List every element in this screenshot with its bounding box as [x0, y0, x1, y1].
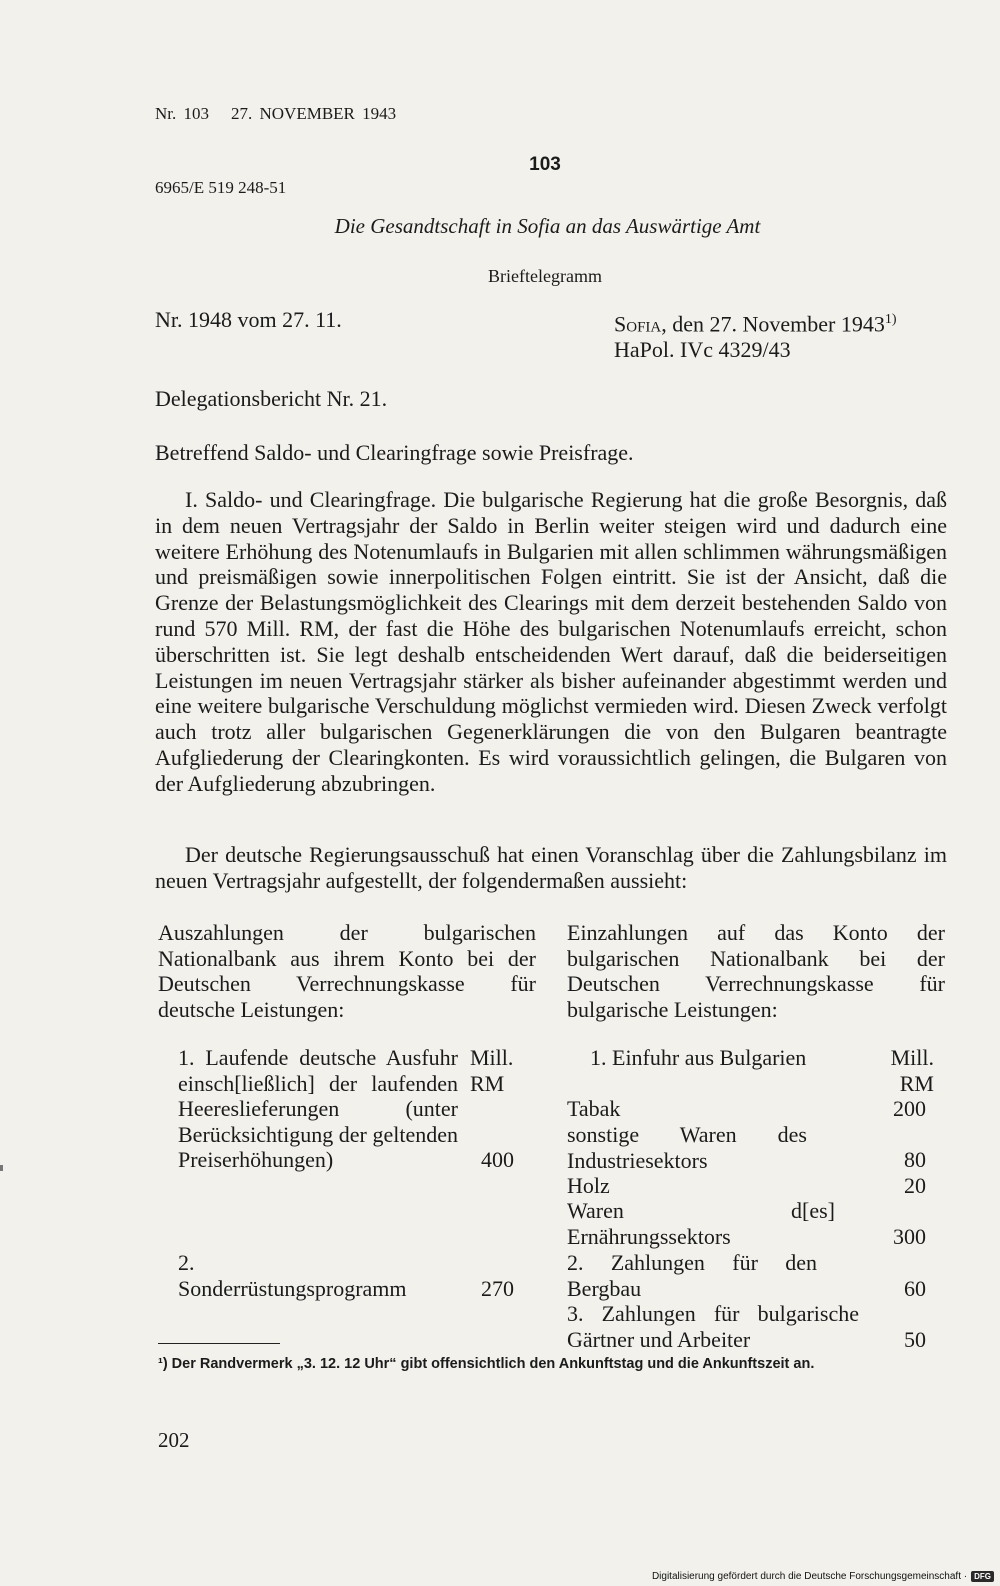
- left-unit: Mill. RM: [470, 1045, 514, 1096]
- right-item-gaertner: 3. Zahlungen für bulgarische Gärtner und Arbeiter: [567, 1301, 859, 1352]
- film-reference: 6965/E 519 248-51: [155, 178, 287, 197]
- left-item-2-text: 2. Sonderrüstungsprogramm: [178, 1250, 407, 1301]
- date-line: , den 27. November 1943: [661, 311, 885, 337]
- credit-text: Digitalisierung gefördert durch die Deutsche Forschungsgemeinschaft ·: [651, 1571, 968, 1582]
- document-heading: Die Gesandtschaft in Sofia an das Auswärtige Amt: [334, 214, 761, 238]
- telegram-number: Nr. 1948 vom 27. 11.: [155, 307, 342, 332]
- file-reference: HaPol. IVc 4329/43: [614, 337, 791, 363]
- dfg-logo-icon: DFG: [971, 1571, 994, 1582]
- paragraph-saldo: [155, 487, 947, 797]
- report-title: Delegationsbericht Nr. 21.: [155, 386, 388, 411]
- right-value-industrie: 80: [904, 1147, 926, 1172]
- place-date-block: [614, 307, 897, 363]
- right-value-holz: 20: [904, 1173, 926, 1198]
- paragraph-1-text: I. Saldo- und Clearingfrage. Die bulgarische Regierung hat die große Besorgnis, daß in dem neuen Vertragsjahr der Saldo in Berlin weiter steigen wird und dadurch eine weitere Erhöhung des Notenumlaufs in Bulgarien mit allen schlimmen währungsmäßigen und preismäßigen sowie innerpolitischen Folgen eintritt. Sie ist der Ansicht, daß die Grenze der Belastungsmöglichkeit des Clearings mit dem derzeit bestehenden Saldo von rund 570 Mill. RM, der fast die Höhe des bulgarischen Notenumlaufs erreicht, schon überschritten ist. Sie legt deshalb entscheidenden Wert darauf, daß die beiderseitigen Leistungen im neuen Vertragsjahr stärker als bisher aufeinander abgestimmt werden und eine weitere bulgarische Verschuldung möglichst vermieden wird. Diesen Zweck verfolgt auch trotz aller bulgarischen Gegenerklärungen die von den Bulgaren beantragte Aufgliederung der Clearingkonten. Es wird voraussichtlich gelingen, die Bulgaren von der Aufgliederung abzubringen.: [155, 487, 947, 796]
- margin-mark: [0, 1165, 3, 1171]
- subject-line: Betreffend Saldo- und Clearingfrage sowie Preisfrage.: [155, 440, 634, 465]
- right-item-tabak: Tabak: [567, 1096, 621, 1121]
- right-value-ernaehrung: 300: [893, 1224, 926, 1249]
- left-item-1-text: 1. Laufende deutsche Ausfuhr einsch[ließlich] der laufenden Heereslieferungen (unter Berücksichtigung der geltenden Preiserhöhungen): [178, 1045, 458, 1172]
- right-value-gaertner: 50: [904, 1327, 926, 1352]
- footnote-marker: 1): [884, 312, 897, 327]
- place-name: Sofia: [614, 311, 662, 337]
- digitization-credit: [652, 1571, 994, 1582]
- footnote-text: ¹) Der Randvermerk „3. 12. 12 Uhr“ gibt offensichtlich den Ankunftstag und die Ankunftszeit an.: [158, 1356, 815, 1372]
- paragraph-2-text: Der deutsche Regierungsausschuß hat einen Voranschlag über die Zahlungsbilanz im neuen Vertragsjahr aufgestellt, der folgendermaßen aussieht:: [155, 842, 947, 893]
- footnote-divider: [158, 1343, 280, 1344]
- right-item-bergbau: 2. Zahlungen für den Bergbau: [567, 1250, 817, 1301]
- document-subheading: Brieftelegramm: [488, 266, 602, 286]
- document-number: 103: [529, 154, 561, 175]
- right-value-tabak: 200: [893, 1096, 926, 1121]
- left-column-heading: Auszahlungen der bulgarischen Nationalbank aus ihrem Konto bei der Deutschen Verrechnungskasse für deutsche Leistungen:: [158, 920, 536, 1022]
- paragraph-voranschlag: [155, 842, 947, 894]
- right-value-bergbau: 60: [904, 1276, 926, 1301]
- header-date: 27. NOVEMBER 1943: [231, 104, 397, 123]
- right-unit: Mill. RM: [890, 1045, 934, 1096]
- page-number: 202: [158, 1428, 190, 1452]
- running-header: [155, 104, 396, 124]
- right-item-ernaehrung: Waren d[es] Ernährungssektors: [567, 1198, 835, 1249]
- left-item-2-value: 270: [481, 1276, 514, 1301]
- header-doc-number: Nr. 103: [155, 104, 209, 123]
- left-item-1-value: 400: [481, 1147, 514, 1172]
- right-item-1-text: 1. Einfuhr aus Bulgarien: [590, 1045, 807, 1070]
- right-item-industrie: sonstige Waren des Industriesektors: [567, 1122, 807, 1173]
- right-item-holz: Holz: [567, 1173, 610, 1198]
- right-column-heading: Einzahlungen auf das Konto der bulgarischen Nationalbank bei der Deutschen Verrechnungskasse für bulgarische Leistungen:: [567, 920, 945, 1022]
